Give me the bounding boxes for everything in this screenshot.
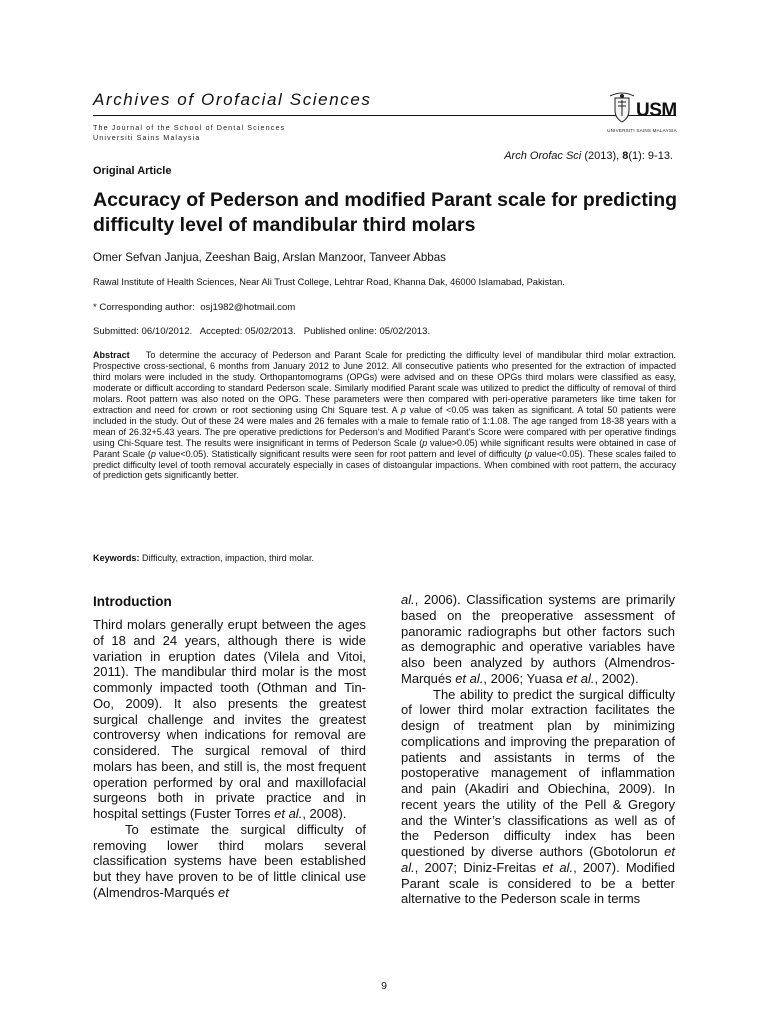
submitted-date: Submitted: 06/10/2012. bbox=[93, 326, 193, 337]
paragraph-text: , 2006; Yuasa bbox=[483, 670, 563, 686]
abstract-text: value of <0.05 was taken as significant. A total 50 patients were included in the study. Out of these 24 were males and 26 females with a male to female ratio of 1:1.08. The age ranged from 18-38 years with a mean of 26.32+5.43 years. The pre operative predictions for Pederson’s and Modified Parant’s Score were compared with per operative findings using Chi-Square test. The results were insignificant in terms of Pederson Scale ( bbox=[93, 404, 677, 448]
citation-issue-pages: (1): 9-13. bbox=[628, 150, 673, 162]
affiliation: Rawal Institute of Health Sciences, Near Ali Trust College, Lehtrar Road, Khanna Dak, 46000 Islamabad, Pakistan. bbox=[93, 277, 565, 287]
header-rule bbox=[93, 115, 676, 116]
abstract bbox=[93, 350, 676, 481]
citation-year: (2013), bbox=[584, 150, 620, 162]
accepted-date: Accepted: 05/02/2013. bbox=[199, 326, 296, 337]
paragraph-text: , 2007; Diniz-Freitas bbox=[414, 859, 537, 875]
paragraph-text: To estimate the surgical difficulty of removing lower third molars several classification systems have been established but they have proven to be of little clinical use (Almendros-Marqués bbox=[93, 821, 366, 900]
et-al: et al. bbox=[274, 806, 303, 821]
p-symbol: p bbox=[422, 437, 428, 448]
paragraph bbox=[401, 687, 675, 908]
et-al: et al. bbox=[401, 844, 675, 875]
et-al: et al. bbox=[455, 670, 484, 686]
article-title: Accuracy of Pederson and modified Parant scale for predicting difficulty level of mandibular third molars bbox=[93, 189, 678, 236]
authors: Omer Sefvan Janjua, Zeeshan Baig, Arslan Manzoor, Tanveer Abbas bbox=[93, 251, 446, 264]
abstract-text: value>0.05) while significant results were obtained in case of Parant Scale ( bbox=[93, 437, 676, 459]
p-symbol: p bbox=[150, 448, 156, 459]
paragraph bbox=[93, 822, 366, 901]
right-column bbox=[401, 592, 675, 907]
paragraph-text: , 2007). Modified Parant scale is considered to be a better alternative to the Pederson scale in terms bbox=[401, 859, 675, 907]
published-date: Published online: 05/02/2013. bbox=[303, 326, 431, 337]
article-type: Original Article bbox=[93, 165, 172, 177]
paragraph-text: , 2002). bbox=[594, 670, 639, 686]
keywords-text: Difficulty, extraction, impaction, third molar. bbox=[142, 553, 315, 563]
et-al: et al. bbox=[542, 859, 574, 875]
et-al: et bbox=[218, 884, 229, 900]
citation-volume: 8 bbox=[622, 150, 629, 162]
keywords bbox=[93, 553, 314, 563]
abstract-text: value<0.05). These scales failed to predict difficulty level of tooth removal accurately especially in cases of distoangular impactions. When combined with root pattern, the accuracy of prediction gets significantly better. bbox=[93, 448, 676, 481]
p-symbol: p bbox=[400, 404, 406, 415]
paragraph-text: The ability to predict the surgical difficulty of lower third molar extraction facilitates the design of treatment plan by minimizing complications and improving the preparation of patients and assistants in terms of the postoperative management of inflammation and pain (Akadiri and Obiechina, 2009). In recent years the utility of the Pell & Gregory and the Winter’s classifications as well as of the Pederson difficulty index has been questioned by diverse authors (Gbotolorun bbox=[401, 686, 675, 859]
et-al: al. bbox=[401, 592, 415, 607]
journal-subtitle-line2: Universiti Sains Malaysia bbox=[93, 133, 201, 142]
abstract-label: Abstract bbox=[93, 350, 130, 360]
usm-logo-text: USM bbox=[636, 100, 677, 121]
introduction-heading: Introduction bbox=[93, 594, 172, 609]
citation bbox=[504, 150, 673, 162]
corresponding-author bbox=[93, 302, 295, 313]
page-number: 9 bbox=[381, 980, 387, 992]
citation-journal: Arch Orofac Sci bbox=[504, 150, 582, 162]
paragraph bbox=[93, 617, 366, 822]
et-al: et al. bbox=[566, 670, 595, 686]
corresponding-label: * Corresponding author: bbox=[93, 302, 195, 313]
submission-dates bbox=[93, 326, 430, 337]
keywords-label: Keywords: bbox=[93, 553, 140, 563]
corresponding-email[interactable]: osj1982@hotmail.com bbox=[200, 302, 296, 313]
abstract-text: To determine the accuracy of Pederson and Parant Scale for predicting the difficulty level of mandibular third molar extraction. Prospective cross-sectional, 6 months from January 2012 to June 2012. All consecutive patients who presented for the extraction of impacted third molars were included in the study. Orthopantomograms (OPGs) were advised and on these OPGs third molars were classified as easy, moderate or difficult according to standard Pederson scale. Similarly modified Parant scale was utilized to predict the difficulty of removal of third molars. Root pattern was also noted on the OPG. These parameters were then compared with peri-operative parameters like time taken for extraction and need for crown or root sectioning using Chi Square test. A bbox=[93, 350, 676, 415]
p-symbol: p bbox=[527, 448, 533, 459]
paragraph-text: , 2008). bbox=[302, 806, 347, 821]
paragraph-text: , 2006). Classification systems are primarily based on the preoperative assessment of panoramic radiographs but other factors such as demographic and operative variables have also been analyzed by authors (Almendros-Marqués bbox=[401, 592, 675, 686]
journal-subtitle-line1: The Journal of the School of Dental Sciences bbox=[93, 123, 286, 132]
left-column bbox=[93, 617, 366, 901]
paragraph-text: Third molars generally erupt between the ages of 18 and 24 years, although there is wide variation in eruption dates (Vilela and Vitoi, 2011). The mandibular third molar is the most commonly impacted tooth (Othman and Tin-Oo, 2009). It also presents the greatest surgical challenge and invites the greatest controversy when indications for removal are considered. The surgical removal of third molars has been, and still is, the most frequent operation performed by oral and maxillofacial surgeons both in private practice and in hospital settings (Fuster Torres bbox=[93, 617, 366, 821]
paragraph bbox=[401, 592, 675, 687]
usm-logo-caption: UNIVERSITI SAINS MALAYSIA bbox=[607, 128, 677, 133]
journal-title: Archives of Orofacial Sciences bbox=[93, 90, 372, 109]
abstract-text: value<0.05). Statistically significant results were seen for root pattern and level of difficulty ( bbox=[158, 448, 528, 459]
